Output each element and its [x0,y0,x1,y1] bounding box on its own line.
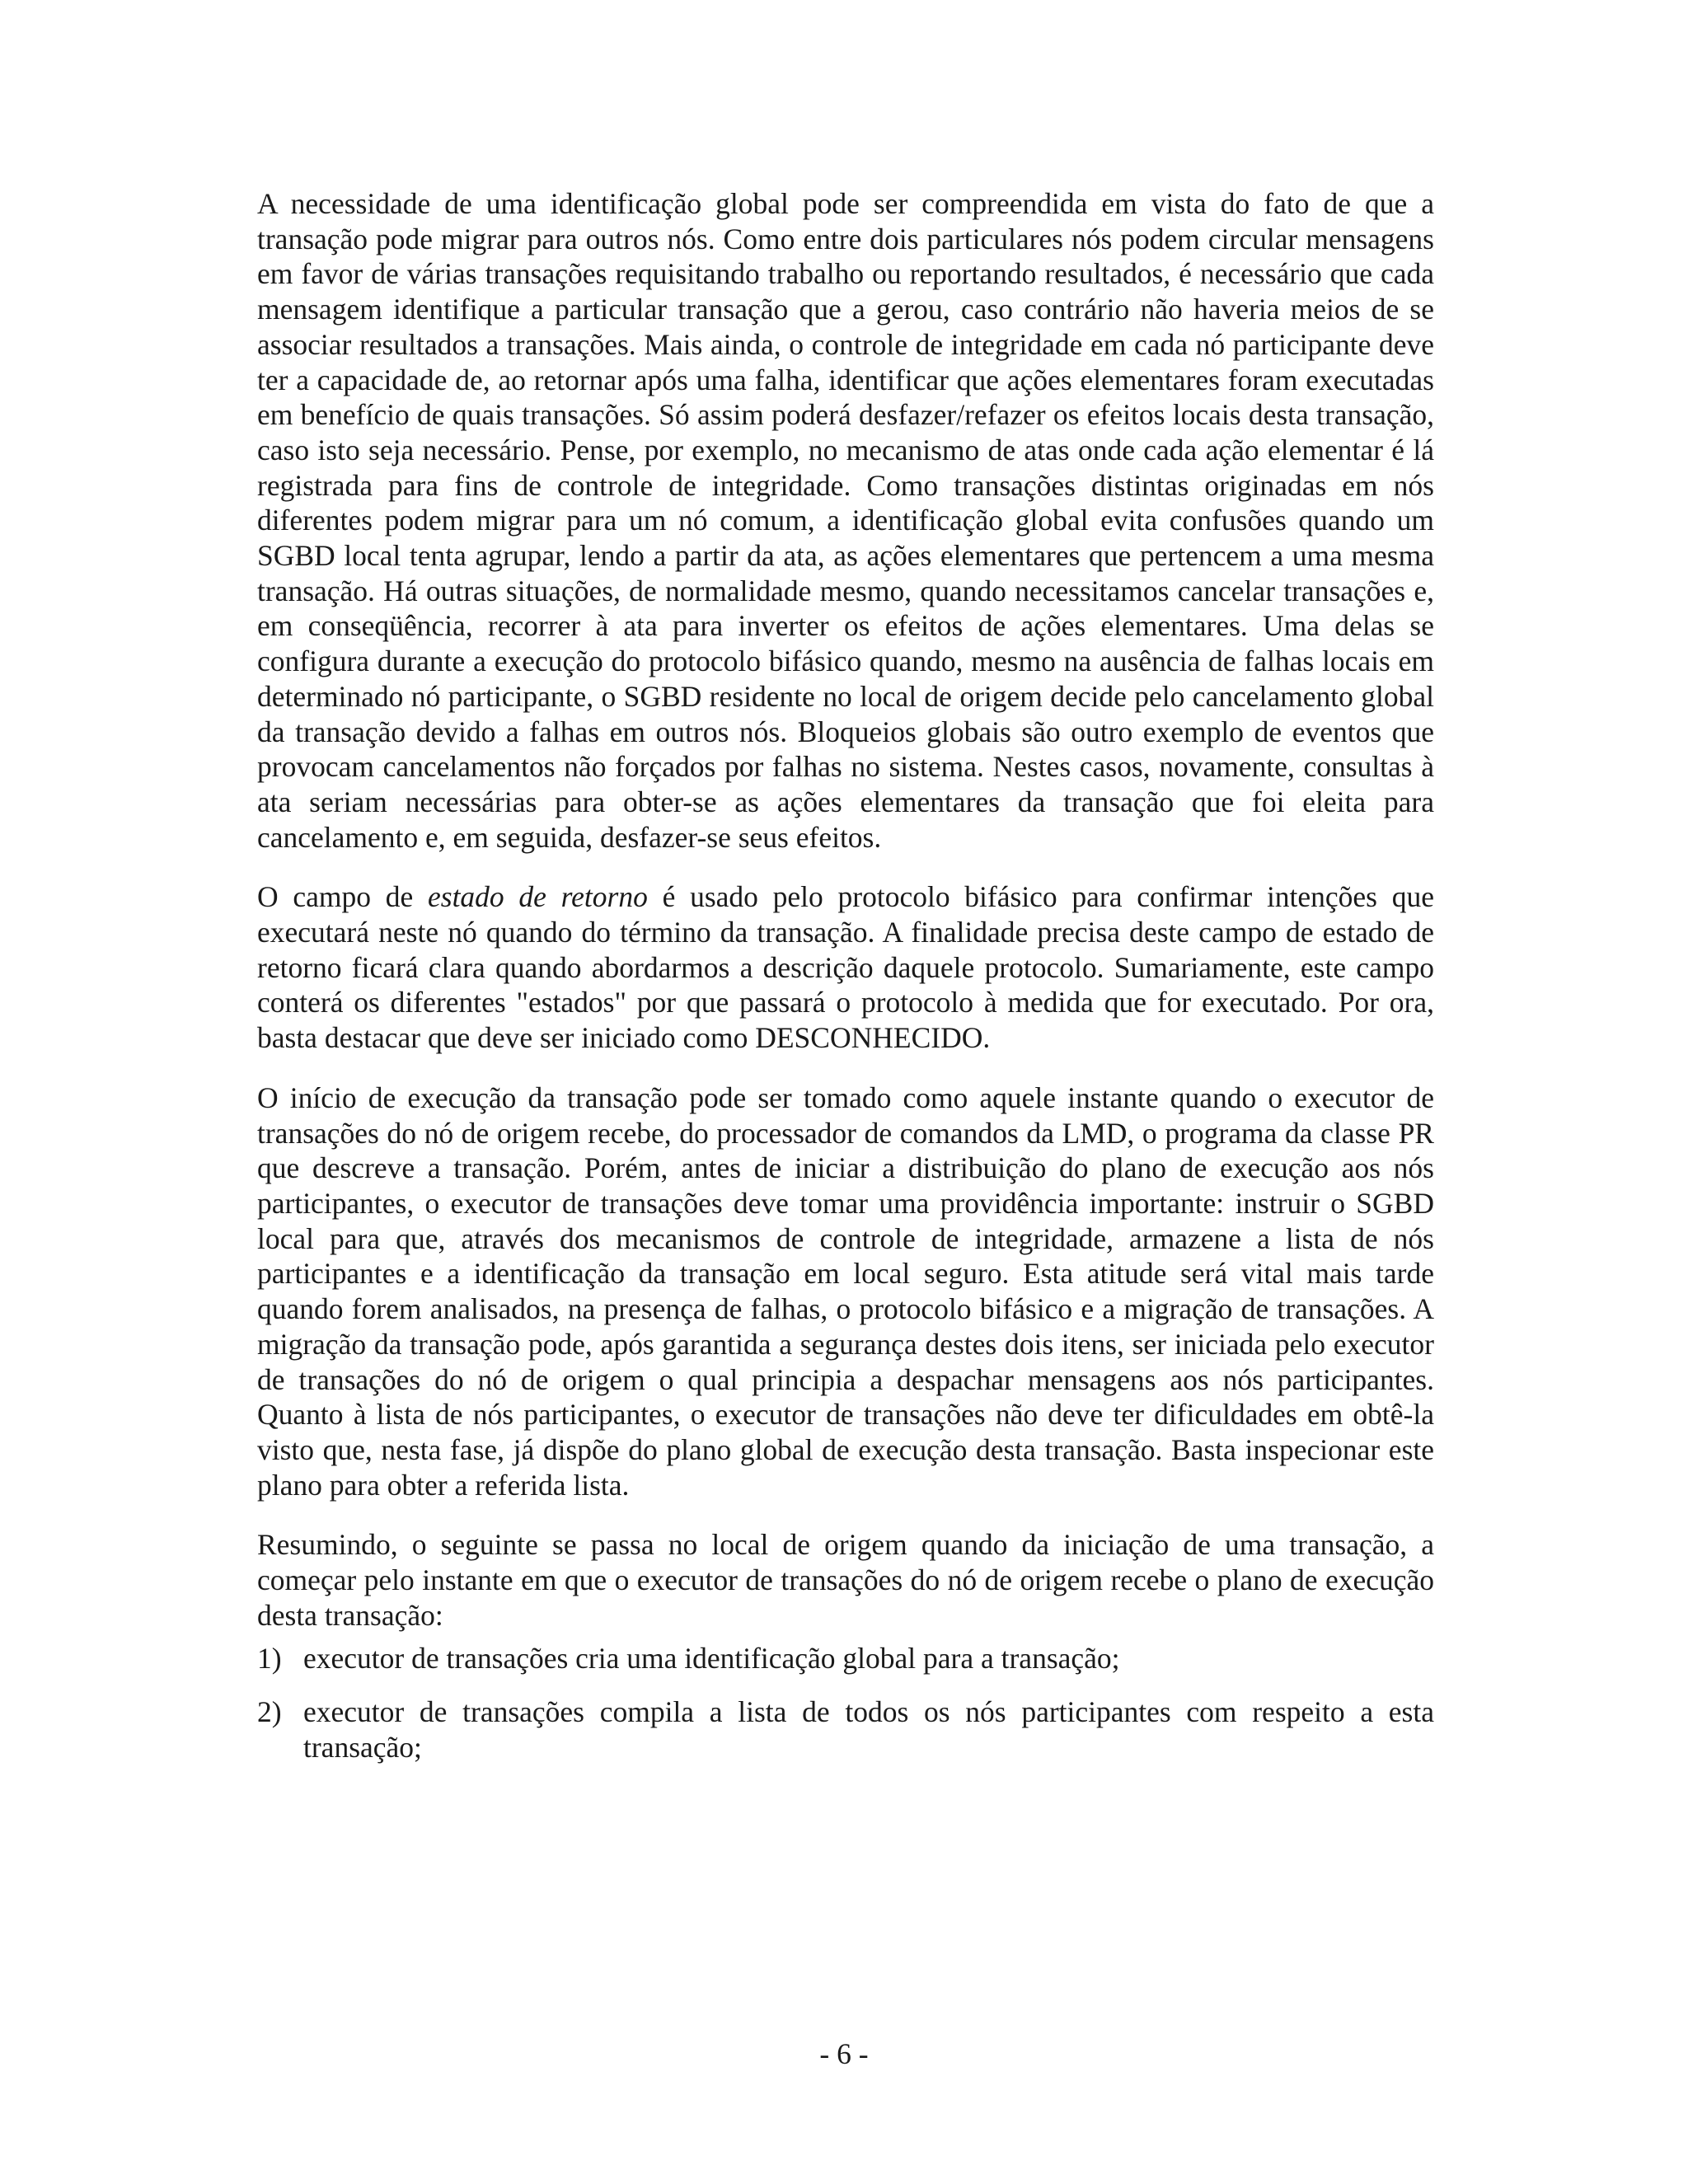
page-number: - 6 - [819,2037,869,2070]
paragraph-summary: Resumindo, o seguinte se passa no local de origem quando da iniciação de uma transação, a começar pelo instante em que o executor de transações do nó de origem recebe o plano de execução desta transação: [257,1528,1434,1632]
term-estado-de-retorno: estado de retorno [428,880,648,914]
paragraph-return-state-intro: O campo de [257,880,428,914]
list-item [257,1641,1434,1676]
list-item-number: 2) [257,1695,282,1729]
paragraph-return-state [257,879,1434,1056]
paragraph-return-state-body: é usado pelo protocolo bifásico para confirmar intenções que executará neste nó quando do término da transação. A finalidade precisa deste campo de estado de retorno ficará clara quando abordarmos a descrição daquele protocolo. Sumariamente, este campo conterá os diferentes "estados" por que passará o protocolo à medida que for executado. Por ora, basta destacar que deve ser iniciado como DESCONHECIDO. [257,880,1434,1055]
list-item-text: executor de transações cria uma identificação global para a transação; [303,1642,1120,1675]
list-item [257,1694,1434,1765]
paragraph-spacer [257,1502,1434,1527]
list-spacer [257,1676,1434,1694]
paragraph-transaction-start: O início de execução da transação pode ser tomado como aquele instante quando o executor de transações do nó de origem recebe, do processador de comandos da LMD, o programa da classe PR que descreve a transação. Porém, antes de iniciar a distribuição do plano de execução aos nós participantes, o executor de transações deve tomar uma providência importante: instruir o SGBD local para que, através dos mecanismos de controle de integridade, armazene a lista de nós participantes e a identificação da transação em local seguro. Esta atitude será vital mais tarde quando forem analisados, na presença de falhas, o protocolo bifásico e a migração de transações. A migração da transação pode, após garantida a segurança destes dois itens, ser iniciada pelo executor de transações do nó de origem o qual principia a despachar mensagens aos nós participantes. Quanto à lista de nós participantes, o executor de transações não deve ter dificuldades em obtê-la visto que, nesta fase, já dispõe do plano global de execução desta transação. Basta inspecionar este plano para obter a referida lista. [257,1080,1434,1502]
list-item-text: executor de transações compila a lista de todos os nós participantes com respeito a esta transação; [303,1695,1434,1764]
list-item-number: 1) [257,1642,282,1675]
paragraph-global-identification: A necessidade de uma identificação global pode ser compreendida em vista do fato de que a transação pode migrar para outros nós. Como entre dois particulares nós podem circular mensagens em favor de várias transações requisitando trabalho ou reportando resultados, é necessário que cada mensagem identifique a particular transação que a gerou, caso contrário não haveria meios de se associar resultados a transações. Mais ainda, o controle de integridade em cada nó participante deve ter a capacidade de, ao retornar após uma falha, identificar que ações elementares foram executadas em benefício de quais transações. Só assim poderá desfazer/refazer os efeitos locais desta transação, caso isto seja necessário. Pense, por exemplo, no mecanismo de atas onde cada ação elementar é lá registrada para fins de controle de integridade. Como transações distintas originadas em nós diferentes podem migrar para um nó comum, a identificação global evita confusões quando um SGBD local tenta agrupar, lendo a partir da ata, as ações elementares que pertencem a uma mesma transação. Há outras situações, de normalidade mesmo, quando necessitamos cancelar transações e, em conseqüência, recorrer à ata para inverter os efeitos de ações elementares. Uma delas se configura durante a execução do protocolo bifásico quando, mesmo na ausência de falhas locais em determinado nó participante, o SGBD residente no local de origem decide pelo cancelamento global da transação devido a falhas em outros nós. Bloqueios globais são outro exemplo de eventos que provocam cancelamentos não forçados por falhas no sistema. Nestes casos, novamente, consultas à ata seriam necessárias para obter-se as ações elementares da transação que foi eleita para cancelamento e, em seguida, desfazer-se seus efeitos. [257,187,1434,854]
paragraph-spacer [257,855,1434,879]
paragraph-spacer [257,1056,1434,1080]
list-spacer [257,1633,1434,1641]
document-body [257,186,1434,1765]
